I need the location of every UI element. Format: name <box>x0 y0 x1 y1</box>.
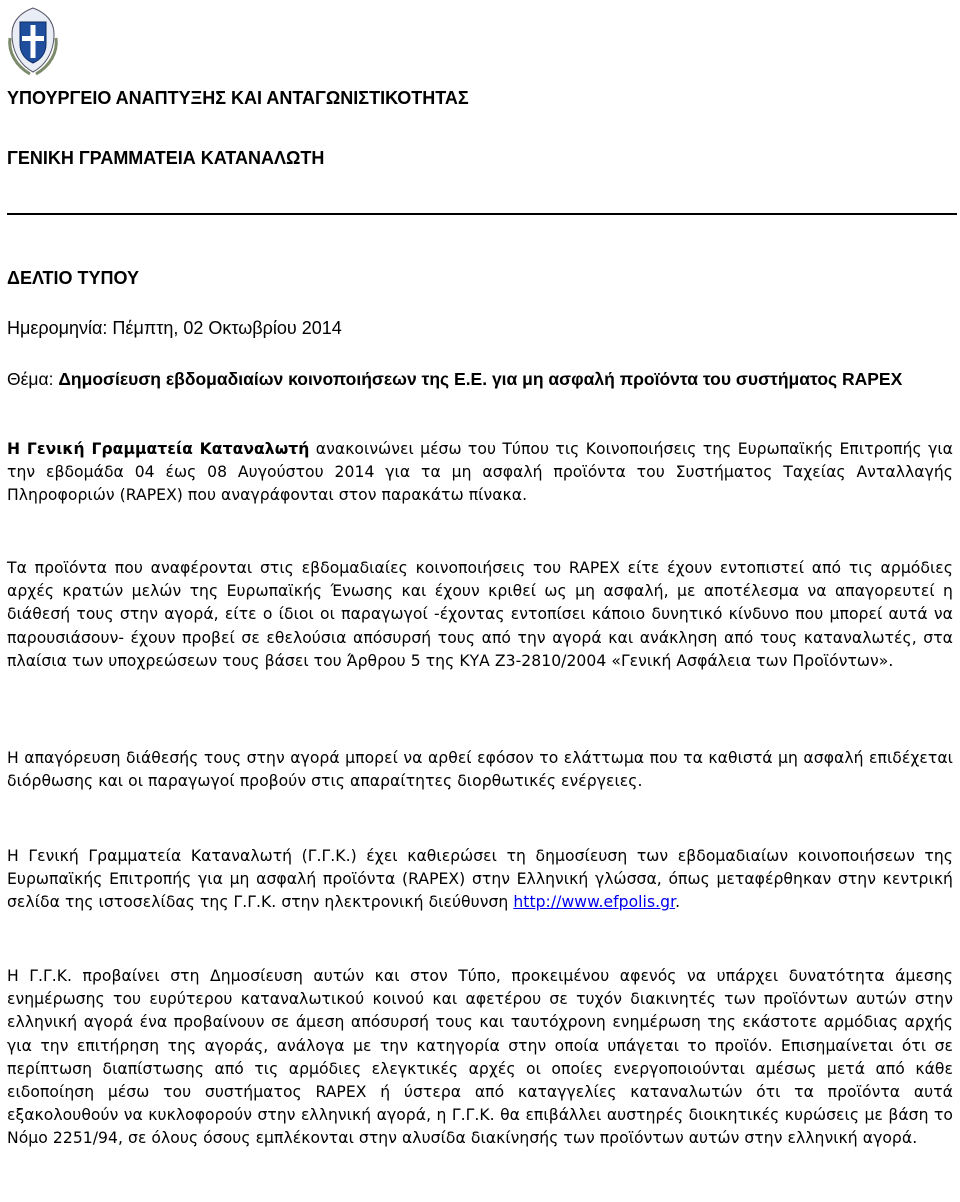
paragraph-3: Η απαγόρευση διάθεσής τους στην αγορά μπορεί να αρθεί εφόσον το ελάττωμα που τα καθιστά μη ασφαλή επιδέχεται διόρθωσης και οι παραγωγοί προβούν στις απαραίτητες διορθωτικές ενέργειες. <box>7 749 953 791</box>
efpolis-link[interactable]: http://www.efpolis.gr <box>513 893 676 912</box>
paragraph-4 <box>7 845 953 915</box>
subject-title: Δημοσίευση εβδομαδιαίων κοινοποιήσεων της Ε.Ε. για μη ασφαλή προϊόντα του συστήματος RAPEX <box>58 369 903 389</box>
paragraph-4-text: Η Γενική Γραμματεία Καταναλωτή (Γ.Γ.Κ.) έχει καθιερώσει τη δημοσίευση των εβδομαδιαίων κοινοποιήσεων της Ευρωπαϊκής Επιτροπής για μη ασφαλή προϊόντα (RAPEX) στην Ελληνική γλώσσα, όπως μεταφέρθηκαν στην κεντρική σελίδα της ιστοσελίδας της Γ.Γ.Κ. στην ηλεκτρονική διεύθυνση <box>7 847 953 912</box>
subject-line <box>7 368 953 390</box>
paragraph-1-text: ανακοινώνει μέσω του Τύπου τις Κοινοποιήσεις της Ευρωπαϊκής Επιτροπής για την εβδομάδα 04 έως 08 Αυγούστου 2014 για τα μη ασφαλή προϊόντα του Συστήματος Ταχείας Ανταλλαγής Πληροφοριών (RAPEX) που αναγράφονται στον παρακάτω πίνακα. <box>7 440 954 505</box>
paragraph-5: Η Γ.Γ.Κ. προβαίνει στη Δημοσίευση αυτών και στον Τύπο, προκειμένου αφενός να υπάρχει δυνατότητα άμεσης ενημέρωσης του ευρύτερου καταναλωτικού κοινού και αφετέρου σε τυχόν διακινητές των προϊόντων αυτών στην ελληνική αγορά ένα προβαίνουν σε άμεση απόσυρσή τους και ταυτόχρονη ενημέρωση της εκάστοτε αρμόδιας αρχής για την επιτήρηση της αγοράς, ανάλογα με την κατηγορία στην οποία υπάγεται το προϊόν. Επισημαίνεται ότι σε περίπτωση διαπίστωσης από τις αρμόδιες ελεγκτικές αρχές οι οποίες ενεργοποιούνται αμέσως μετά από κάθε ειδοποίηση μέσω του συστήματος RAPEX ή ύστερα από καταγγελίες καταναλωτών ότι τα προϊόντα αυτά εξακολουθούν να κυκλοφορούν στην ελληνική αγορά, η Γ.Γ.Κ. θα επιβάλλει αυστηρές διοικητικές κυρώσεις με βάση το Νόμο 2251/94, σε όλους όσους εμπλέκονται στην αλυσίδα διακίνησής των προϊόντων αυτών στην ελληνική αγορά. <box>7 967 953 1148</box>
header-divider <box>7 213 957 215</box>
paragraph-2: Τα προϊόντα που αναφέρονται στις εβδομαδιαίες κοινοποιήσεις του RAPEX είτε έχουν εντοπιστεί από τις αρμόδιες αρχές κρατών μελών της Ευρωπαϊκής Ένωσης και έχουν κριθεί ως μη ασφαλή, με αποτέλεσμα να απαγορευτεί η διάθεσή τους στην αγορά, είτε ο ίδιοι οι παραγωγοί -έχοντας εντοπίσει κάποιο δυνητικό κίνδυνο που μπορεί αυτά να παρουσιάσουν- έχουν προβεί σε εθελούσια απόσυρσή τους από την αγορά και ανάκληση από τους καταναλωτές, στα πλαίσια των υποχρεώσεων τους βάσει του Άρθρου 5 της ΚΥΑ Ζ3-2810/2004 «Γενική Ασφάλεια των Προϊόντων». <box>7 559 953 670</box>
secretariat-heading: ΓΕΝΙΚΗ ΓΡΑΜΜΑΤΕΙΑ ΚΑΤΑΝΑΛΩΤΗ <box>7 148 325 168</box>
paragraph-1 <box>7 438 953 508</box>
greek-coat-of-arms-icon <box>6 4 60 76</box>
ministry-heading: ΥΠΟΥΡΓΕΙΟ ΑΝΑΠΤΥΞΗΣ ΚΑΙ ΑΝΤΑΓΩΝΙΣΤΙΚΟΤΗΤΑΣ <box>7 88 469 108</box>
date-line: Ημερομηνία: Πέμπτη, 02 Οκτωβρίου 2014 <box>7 318 342 338</box>
subject-label: Θέμα: <box>7 369 59 389</box>
document-type: ΔΕΛΤΙΟ ΤΥΠΟΥ <box>7 268 139 288</box>
paragraph-4-end: . <box>675 893 681 912</box>
paragraph-1-bold: Η Γενική Γραμματεία Καταναλωτή <box>7 440 310 458</box>
